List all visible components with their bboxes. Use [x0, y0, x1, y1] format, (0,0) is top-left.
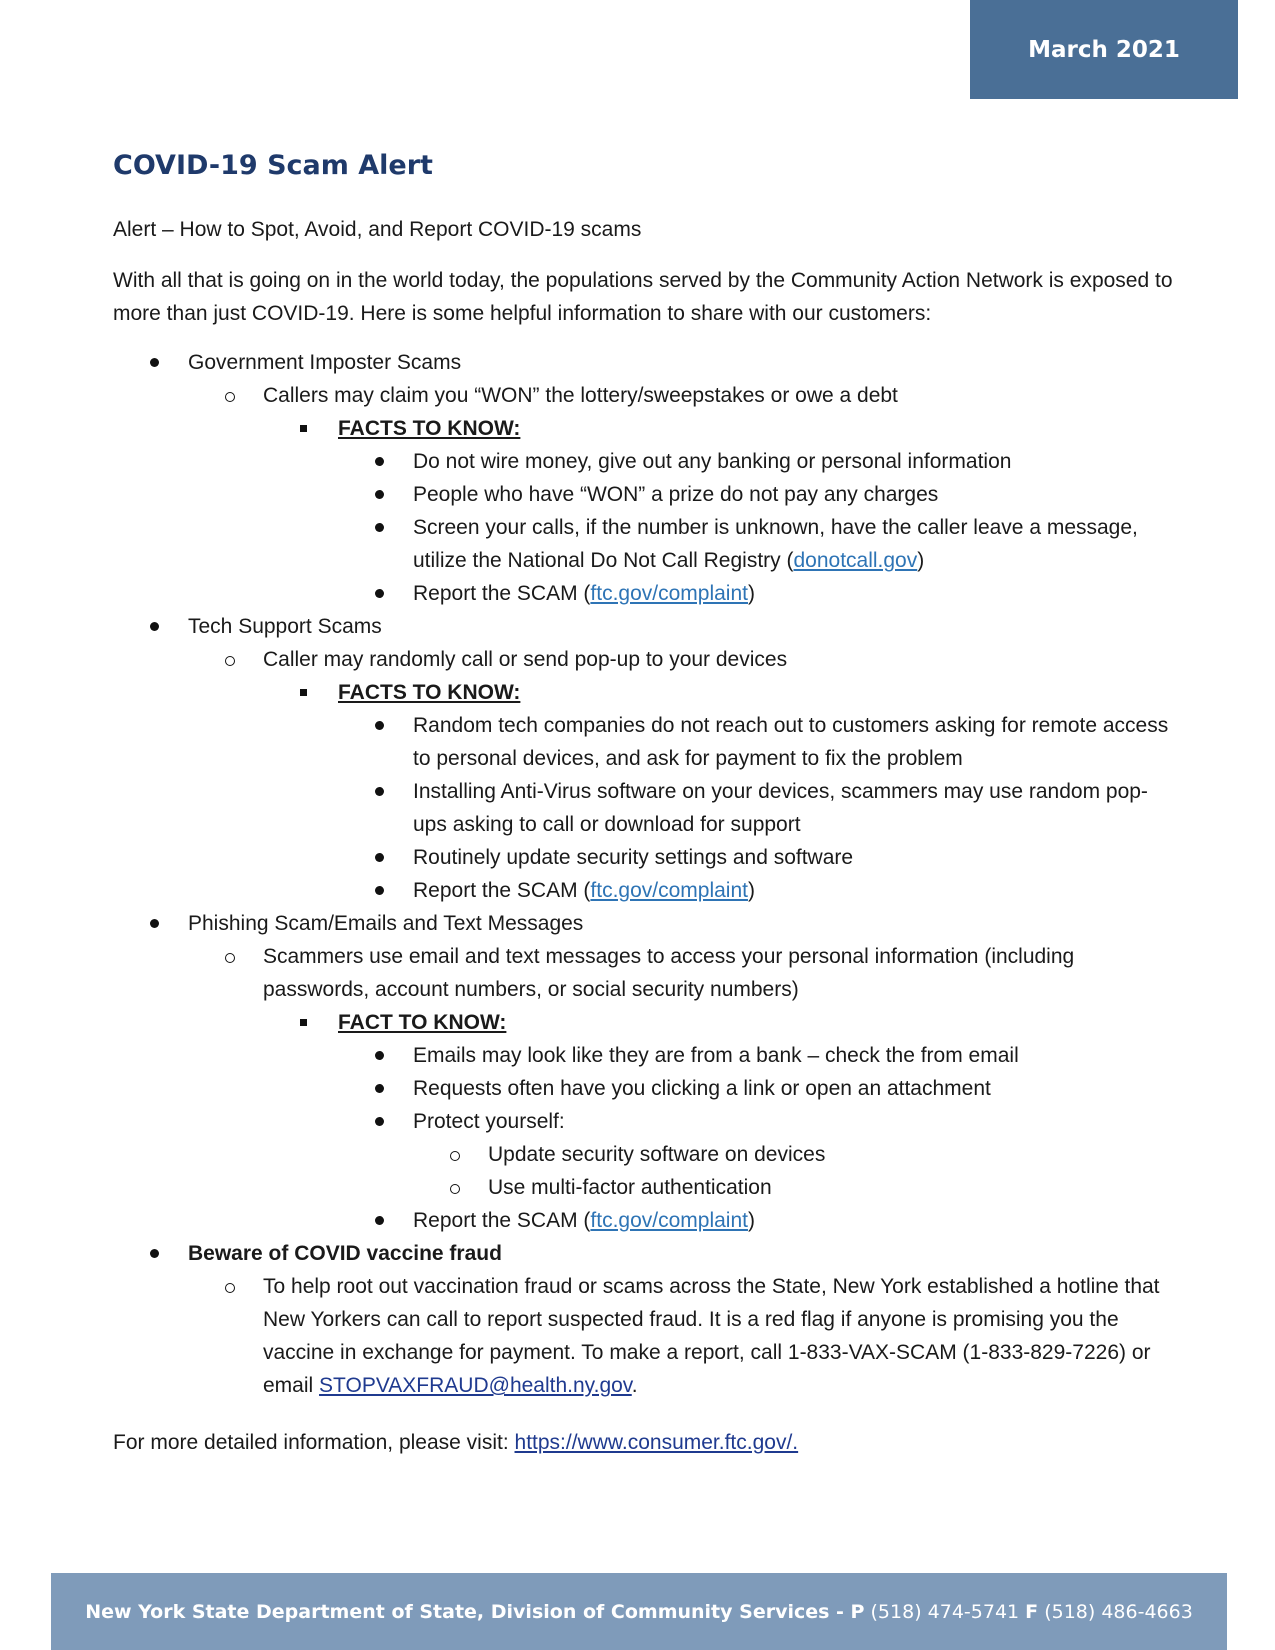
list-item: Report the SCAM (ftc.gov/complaint): [413, 1209, 755, 1232]
list-item: Use multi-factor authentication: [488, 1176, 772, 1199]
section-heading: Phishing Scam/Emails and Text Messages: [188, 912, 584, 935]
date-label: March 2021: [1028, 36, 1180, 63]
list-item: People who have “WON” a prize do not pay any charges: [413, 483, 939, 506]
list-item-government-scams: [113, 346, 1175, 610]
list-item: Report the SCAM (ftc.gov/complaint): [413, 582, 755, 605]
document-body: [113, 213, 1175, 1459]
list-item: Scammers use email and text messages to access your personal information (including passwords, account numbers, or social security numbers) FACT TO KNOW: Emails may look like they are from a bank – check the from email Requests often have you clicking a link or open an attachment Protect yourself: Update security software on devices Use multi-factor authentication Report the SCAM (ftc.gov/complaint): [188, 940, 1175, 1237]
footer-bar: [51, 1573, 1227, 1650]
facts-item: [263, 1006, 1175, 1237]
list-item: Do not wire money, give out any banking or personal information: [413, 450, 1012, 473]
ftc-complaint-link[interactable]: ftc.gov/complaint: [590, 582, 748, 605]
facts-label: FACT TO KNOW:: [338, 1011, 507, 1034]
scam-list: [113, 346, 1175, 1402]
facts-item: [263, 676, 1175, 907]
list-item: Random tech companies do not reach out to customers asking for remote access to personal devices, and ask for payment to fix the problem: [413, 714, 1169, 770]
list-item-vaccine-fraud: [113, 1237, 1175, 1402]
list-item: Screen your calls, if the number is unknown, have the caller leave a message, utilize the National Do Not Call Registry (donotcall.gov): [413, 516, 1138, 572]
ftc-complaint-link[interactable]: ftc.gov/complaint: [590, 879, 748, 902]
footer-text: New York State Department of State, Division of Community Services - P (518) 474-5741 F (518) 486-4663: [85, 1600, 1193, 1623]
list-item-phishing-scams: [113, 907, 1175, 1237]
list-item: Report the SCAM (ftc.gov/complaint): [413, 879, 755, 902]
intro-paragraph: With all that is going on in the world today, the populations served by the Community Action Network is exposed to more than just COVID-19. Here is some helpful information to share with our customers:: [113, 269, 1173, 325]
page-title: COVID-19 Scam Alert: [113, 150, 433, 181]
subtitle: Alert – How to Spot, Avoid, and Report COVID-19 scams: [113, 218, 642, 241]
section-heading: Tech Support Scams: [188, 615, 382, 638]
list-item: Requests often have you clicking a link or open an attachment: [413, 1077, 991, 1100]
list-item: To help root out vaccination fraud or scams across the State, New York established a hotline that New Yorkers can call to report suspected fraud. It is a red flag if anyone is promising you the vaccine in exchange for payment. To make a report, call 1-833-VAX-SCAM (1-833-829-7226) or email STOPVAXFRAUD@health.ny.gov.: [263, 1275, 1160, 1397]
list-item: Caller may randomly call or send pop-up to your devices FACTS TO KNOW: Random tech companies do not reach out to customers asking for remote access to personal devices, and ask for payment to fix the problem Installing Anti-Virus software on your devices, scammers may use random pop-ups asking to call or download for support Routinely update security settings and software Report the SCAM (ftc.gov/complaint): [188, 643, 1175, 907]
section-heading: Government Imposter Scams: [188, 351, 462, 374]
list-item: Routinely update security settings and software: [413, 846, 854, 869]
section-heading: Beware of COVID vaccine fraud: [188, 1242, 502, 1265]
list-item: Installing Anti-Virus software on your devices, scammers may use random pop-ups asking to call or download for support: [413, 780, 1148, 836]
date-banner: [970, 0, 1238, 99]
list-item: Update security software on devices: [488, 1143, 826, 1166]
list-item: Callers may claim you “WON” the lottery/sweepstakes or owe a debt FACTS TO KNOW: Do not wire money, give out any banking or personal information People who have “WON” a prize do not pay any charges Screen your calls, if the number is unknown, have the caller leave a message, utilize the National Do Not Call Registry (donotcall.gov) Report the SCAM (ftc.gov/complaint): [188, 379, 1175, 610]
consumer-ftc-link[interactable]: https://www.consumer.ftc.gov/.: [514, 1431, 799, 1454]
list-item: Emails may look like they are from a bank – check the from email: [413, 1044, 1019, 1067]
stopvaxfraud-email-link[interactable]: STOPVAXFRAUD@health.ny.gov: [319, 1374, 632, 1397]
facts-label: FACTS TO KNOW:: [338, 681, 521, 704]
ftc-complaint-link[interactable]: ftc.gov/complaint: [590, 1209, 748, 1232]
list-item-tech-support-scams: [113, 610, 1175, 907]
facts-item: [263, 412, 1175, 610]
list-item: Protect yourself: Update security software on devices Use multi-factor authentication: [338, 1105, 1175, 1204]
facts-label: FACTS TO KNOW:: [338, 417, 521, 440]
donotcall-link[interactable]: donotcall.gov: [793, 549, 918, 572]
more-info-line: For more detailed information, please visit: https://www.consumer.ftc.gov/.: [113, 1431, 799, 1454]
